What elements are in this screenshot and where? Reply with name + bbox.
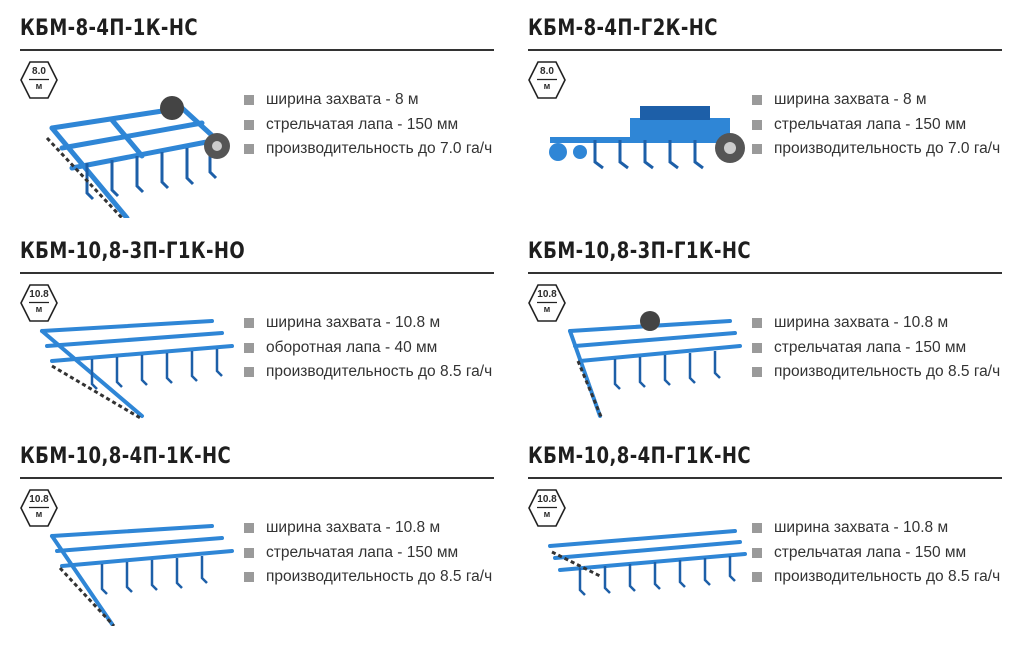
product-card	[528, 438, 1002, 633]
model-title: КБМ-10,8-4П-1К-НС	[20, 444, 232, 469]
bullet-square-icon	[244, 548, 254, 558]
badge-value: 10.8	[537, 494, 557, 505]
spec-item: ширина захвата - 10.8 м	[752, 311, 1000, 336]
bullet-square-icon	[752, 367, 762, 377]
title-divider	[528, 49, 1002, 51]
spec-item: ширина захвата - 10.8 м	[752, 516, 1000, 541]
badge-unit: м	[543, 304, 551, 314]
cultivator-wide-icon	[540, 291, 750, 421]
title-divider	[528, 272, 1002, 274]
model-title: КБМ-10,8-3П-Г1К-НО	[20, 239, 246, 264]
product-card	[20, 233, 494, 428]
badge-unit: м	[543, 81, 551, 91]
bullet-square-icon	[752, 523, 762, 533]
badge-value: 10.8	[29, 289, 49, 300]
spec-list	[244, 88, 492, 162]
machine-image	[540, 68, 750, 218]
spec-item: стрельчатая лапа - 150 мм	[244, 541, 492, 566]
spec-item: производительность до 7.0 га/ч	[752, 137, 1000, 162]
badge-unit: м	[35, 304, 43, 314]
badge-unit: м	[543, 509, 551, 519]
machine-image	[540, 291, 750, 441]
bullet-square-icon	[752, 120, 762, 130]
bullet-square-icon	[752, 318, 762, 328]
cultivator-wide-icon	[32, 496, 242, 626]
spec-list	[752, 516, 1000, 590]
cultivator-wide-icon	[540, 496, 750, 626]
title-divider	[20, 477, 494, 479]
bullet-square-icon	[244, 318, 254, 328]
cultivator-icon	[32, 68, 242, 218]
badge-value: 8.0	[32, 66, 46, 77]
model-title: КБМ-8-4П-Г2К-НС	[528, 16, 718, 41]
title-divider	[528, 477, 1002, 479]
bullet-square-icon	[244, 144, 254, 154]
spec-item: стрельчатая лапа - 150 мм	[244, 113, 492, 138]
title-divider	[20, 49, 494, 51]
machine-image	[32, 68, 242, 218]
spec-list	[244, 516, 492, 590]
bullet-square-icon	[752, 548, 762, 558]
spec-item: ширина захвата - 10.8 м	[244, 516, 492, 541]
cultivator-side-icon	[540, 68, 750, 198]
bullet-square-icon	[752, 343, 762, 353]
bullet-square-icon	[244, 367, 254, 377]
spec-item: стрельчатая лапа - 150 мм	[752, 113, 1000, 138]
spec-item: оборотная лапа - 40 мм	[244, 336, 492, 361]
product-card	[20, 10, 494, 205]
title-divider	[20, 272, 494, 274]
bullet-square-icon	[244, 572, 254, 582]
product-card	[528, 233, 1002, 428]
spec-item: стрельчатая лапа - 150 мм	[752, 336, 1000, 361]
model-title: КБМ-8-4П-1К-НС	[20, 16, 198, 41]
spec-item: производительность до 8.5 га/ч	[244, 360, 492, 385]
spec-item: производительность до 8.5 га/ч	[752, 565, 1000, 590]
bullet-square-icon	[752, 144, 762, 154]
machine-image	[32, 496, 242, 646]
spec-item: ширина захвата - 10.8 м	[244, 311, 492, 336]
spec-item: производительность до 8.5 га/ч	[244, 565, 492, 590]
badge-unit: м	[35, 509, 43, 519]
spec-item: ширина захвата - 8 м	[752, 88, 1000, 113]
bullet-square-icon	[752, 572, 762, 582]
model-title: КБМ-10,8-4П-Г1К-НС	[528, 444, 752, 469]
machine-image	[540, 496, 750, 646]
spec-list	[752, 311, 1000, 385]
spec-list	[244, 311, 492, 385]
bullet-square-icon	[244, 343, 254, 353]
bullet-square-icon	[244, 523, 254, 533]
badge-unit: м	[35, 81, 43, 91]
bullet-square-icon	[244, 120, 254, 130]
cultivator-wide-icon	[32, 291, 242, 421]
spec-list	[752, 88, 1000, 162]
badge-value: 10.8	[29, 494, 49, 505]
machine-image	[32, 291, 242, 441]
badge-value: 8.0	[540, 66, 554, 77]
badge-value: 10.8	[537, 289, 557, 300]
product-card	[528, 10, 1002, 205]
spec-item: стрельчатая лапа - 150 мм	[752, 541, 1000, 566]
bullet-square-icon	[244, 95, 254, 105]
spec-item: ширина захвата - 8 м	[244, 88, 492, 113]
bullet-square-icon	[752, 95, 762, 105]
model-title: КБМ-10,8-3П-Г1К-НС	[528, 239, 752, 264]
product-card	[20, 438, 494, 633]
spec-item: производительность до 7.0 га/ч	[244, 137, 492, 162]
spec-item: производительность до 8.5 га/ч	[752, 360, 1000, 385]
